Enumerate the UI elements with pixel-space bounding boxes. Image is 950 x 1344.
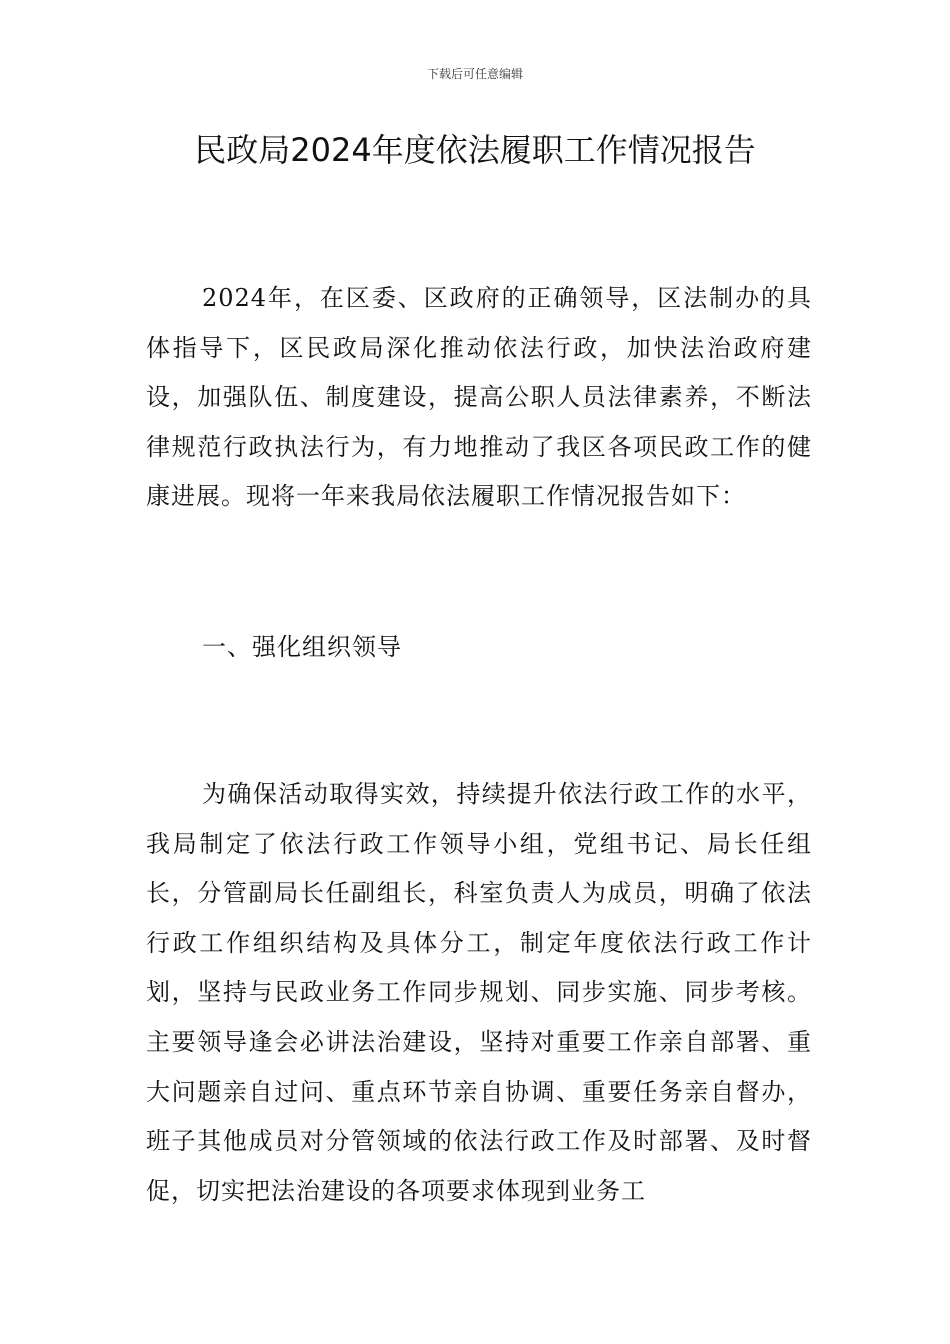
document-title: 民政局2024年度依法履职工作情况报告 [194, 131, 756, 169]
intro-paragraph: 2024年，在区委、区政府的正确领导，区法制办的具体指导下，区民政局深化推动依法行政，加快法治政府建设，加强队伍、制度建设，提高公职人员法律素养，不断法律规范行政执法行为，有力地推动了我区各项民政工作的健康进展。现将一年来我局依法履职工作情况报告如下： [146, 284, 812, 511]
section-1-paragraph: 为确保活动取得实效，持续提升依法行政工作的水平，我局制定了依法行政工作领导小组，党组书记、局长任组长，分管副局长任副组长，科室负责人为成员，明确了依法行政工作组织结构及具体分工，制定年度依法行政工作计划，坚持与民政业务工作同步规划、同步实施、同步考核。主要领导逢会必讲法治建设，坚持对重要工作亲自部署、重大问题亲自过问、重点环节亲自协调、重要任务亲自督办，班子其他成员对分管领域的依法行政工作及时部署、及时督促，切实把法治建设的各项要求体现到业务工 [146, 780, 812, 1205]
header-note: 下载后可任意编辑 [426, 67, 523, 81]
section-heading-1: 一、强化组织领导 [202, 633, 402, 661]
